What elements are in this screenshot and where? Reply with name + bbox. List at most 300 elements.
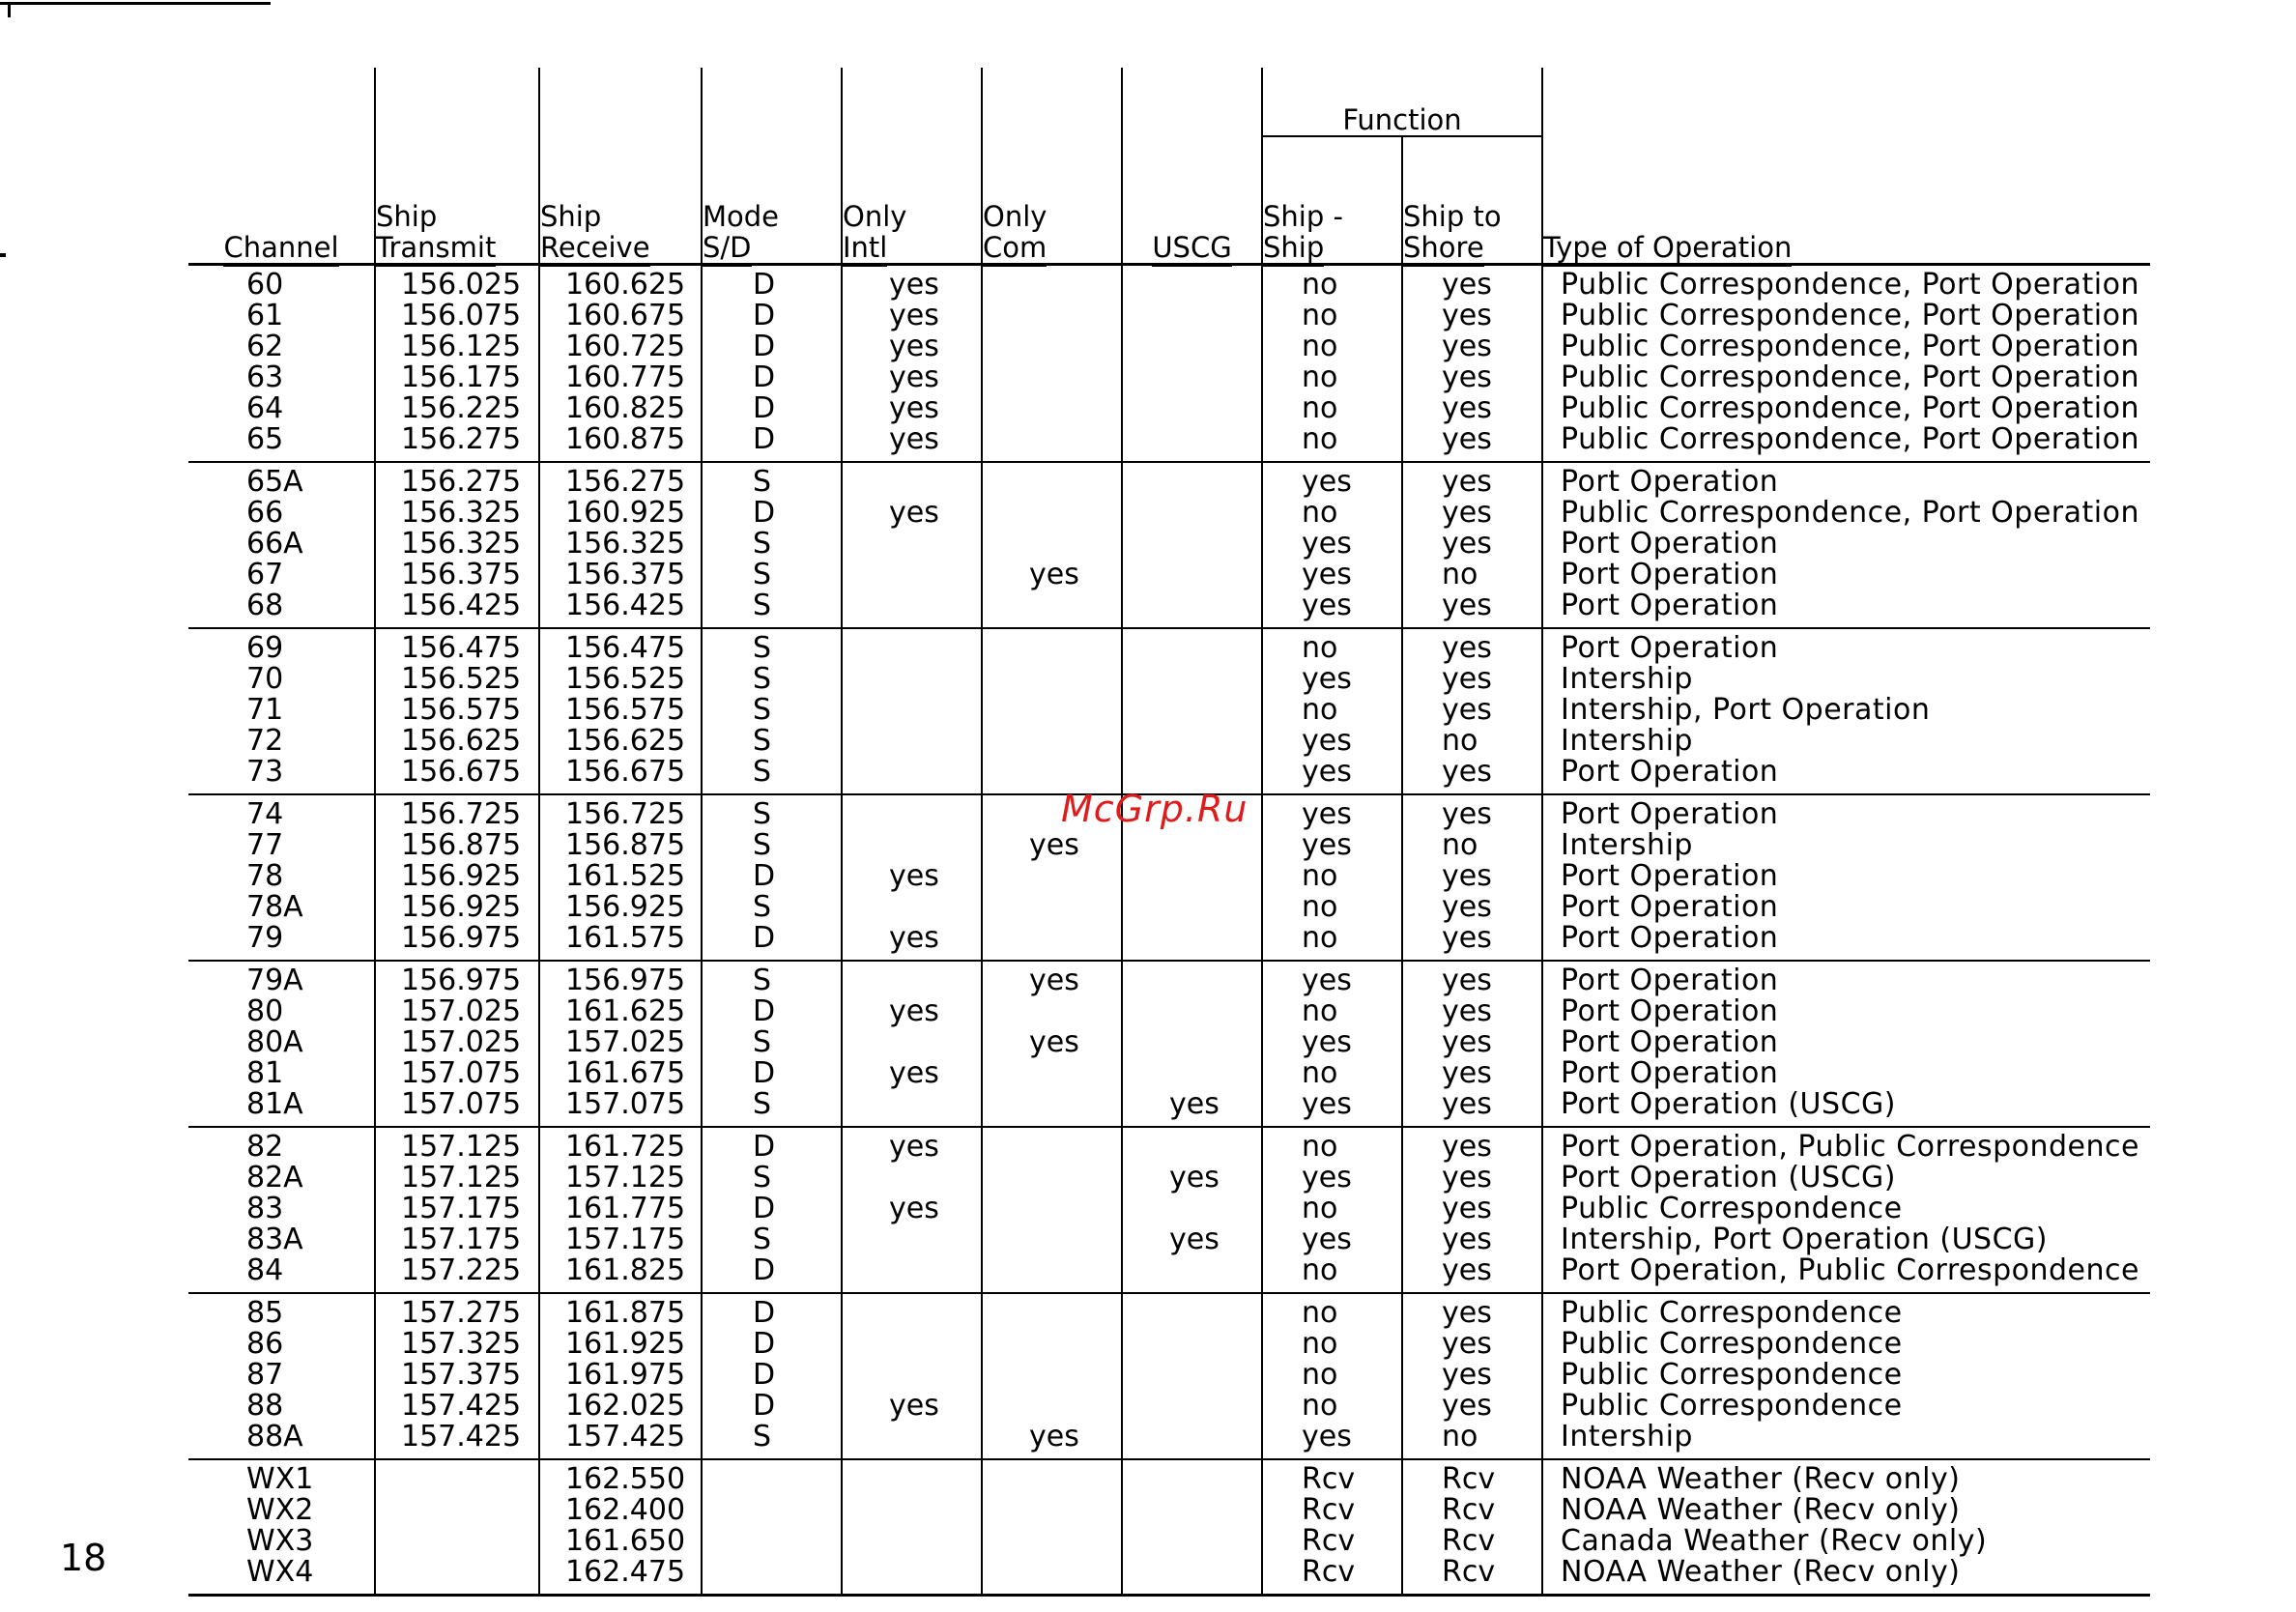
table-row-group <box>188 628 2150 794</box>
table-cell-line: no <box>1302 1192 1338 1225</box>
table-cell-line: yes <box>889 391 939 425</box>
table-cell-line: 79A <box>246 964 303 997</box>
ship-ship-cell <box>1262 628 1402 794</box>
table-row-group <box>188 1293 2150 1459</box>
channel-frequency-table <box>188 68 2150 1597</box>
table-cell-line <box>1123 1298 1261 1329</box>
table-cell-line <box>983 1163 1121 1194</box>
channel-cell <box>188 961 375 1127</box>
table-cell-line: yes <box>1442 1056 1492 1090</box>
table-cell-line: 156.575 <box>565 693 686 727</box>
table-cell-line <box>1123 1557 1261 1588</box>
table-cell-line <box>843 1027 981 1058</box>
type-of-operation-cell <box>1542 1127 2150 1293</box>
ship-shore-cell <box>1402 265 1542 463</box>
table-cell-line: yes <box>1302 589 1352 622</box>
table-cell-line: 157.175 <box>565 1223 686 1256</box>
table-cell-line: yes <box>1302 964 1352 997</box>
table-cell-line: yes <box>1442 268 1492 302</box>
channel-cell <box>188 1127 375 1293</box>
channel-cell <box>188 1459 375 1596</box>
table-row-group <box>188 462 2150 628</box>
table-body <box>188 265 2150 1596</box>
table-cell-line: 157.025 <box>565 1025 686 1059</box>
table-cell-line <box>983 529 1121 560</box>
table-cell-line: yes <box>889 1192 939 1225</box>
table-cell-line: 82 <box>246 1130 284 1164</box>
table-cell-line: S <box>753 1223 772 1256</box>
table-cell-line: 161.625 <box>565 994 686 1028</box>
table-cell-line: Public Correspondence, Port Operation <box>1561 299 2139 332</box>
table-cell-line: yes <box>889 994 939 1028</box>
table-cell-line: yes <box>1302 797 1352 831</box>
table-cell-line <box>1123 1495 1261 1526</box>
table-cell-line: Canada Weather (Recv only) <box>1561 1524 1988 1558</box>
table-cell-line: yes <box>1029 1420 1079 1454</box>
table-cell-line: 83A <box>246 1223 303 1256</box>
table-cell-line: yes <box>1442 890 1492 924</box>
table-cell-line: yes <box>1442 465 1492 499</box>
table-cell-line: Public Correspondence <box>1561 1327 1903 1361</box>
ship-transmit-cell <box>375 1127 539 1293</box>
table-cell-line <box>1123 270 1261 301</box>
table-cell-line: 61 <box>246 299 284 332</box>
table-cell-line: 161.825 <box>565 1253 686 1287</box>
table-cell-line: 156.125 <box>401 330 522 363</box>
table-cell-line: D <box>753 299 776 332</box>
table-cell-line: yes <box>1302 1025 1352 1059</box>
table-cell-line: 88A <box>246 1420 303 1454</box>
table-cell-line <box>983 757 1121 788</box>
mode-cell <box>702 628 842 794</box>
table-cell-line: Public Correspondence, Port Operation <box>1561 330 2139 363</box>
table-cell-line: yes <box>889 1056 939 1090</box>
table-cell-line <box>983 695 1121 726</box>
table-cell-line <box>376 1495 538 1526</box>
header-mode: Mode S/D <box>702 68 842 265</box>
table-cell-line: yes <box>1442 1025 1492 1059</box>
table-cell-line: Rcv <box>1442 1524 1496 1558</box>
table-cell-line: no <box>1302 1130 1338 1164</box>
table-cell-line: no <box>1302 391 1338 425</box>
table-cell-line: D <box>753 1056 776 1090</box>
ship-transmit-cell <box>375 462 539 628</box>
table-cell-line: 160.875 <box>565 422 686 456</box>
table-cell-line: D <box>753 1327 776 1361</box>
mode-cell <box>702 265 842 463</box>
table-cell-line: 82A <box>246 1161 303 1195</box>
table-cell-line <box>843 529 981 560</box>
table-cell-line <box>983 1391 1121 1422</box>
only-com-cell <box>982 1127 1122 1293</box>
table-cell-line: no <box>1302 330 1338 363</box>
table-cell-line: 156.075 <box>401 299 522 332</box>
table-cell-line: 156.225 <box>401 391 522 425</box>
table-cell-line: yes <box>1442 422 1492 456</box>
table-cell-line: D <box>753 1296 776 1330</box>
table-cell-line: Port Operation <box>1561 1056 1779 1090</box>
table-cell-line: Public Correspondence, Port Operation <box>1561 360 2139 394</box>
table-cell-line: no <box>1442 724 1478 758</box>
table-cell-line: Port Operation (USCG) <box>1561 1161 1896 1195</box>
table-cell-line: yes <box>889 360 939 394</box>
table-cell-line: 156.325 <box>401 527 522 561</box>
table-cell-line: D <box>753 1192 776 1225</box>
table-cell-line: NOAA Weather (Recv only) <box>1561 1462 1961 1496</box>
table-cell-line: S <box>753 589 772 622</box>
table-cell-line: 69 <box>246 631 284 665</box>
ship-ship-cell <box>1262 265 1402 463</box>
table-cell-line <box>1123 923 1261 954</box>
table-cell-line: yes <box>1029 558 1079 591</box>
table-cell-line: 157.175 <box>401 1223 522 1256</box>
table-cell-line <box>703 1495 841 1526</box>
table-cell-line: 156.325 <box>565 527 686 561</box>
table-cell-line: S <box>753 724 772 758</box>
table-cell-line <box>1123 1132 1261 1163</box>
table-cell-line: no <box>1302 890 1338 924</box>
table-cell-line: Port Operation, Public Correspondence <box>1561 1130 2139 1164</box>
table-cell-line: 156.175 <box>401 360 522 394</box>
table-cell-line: 156.975 <box>401 921 522 955</box>
table-cell-line: Public Correspondence, Port Operation <box>1561 496 2139 530</box>
table-cell-line: 68 <box>246 589 284 622</box>
table-cell-line <box>843 695 981 726</box>
table-cell-line: 70 <box>246 662 284 696</box>
table-cell-line: yes <box>1029 964 1079 997</box>
table-cell-line <box>376 1557 538 1588</box>
only-com-cell <box>982 1459 1122 1596</box>
ship-shore-cell <box>1402 462 1542 628</box>
header-only-intl: Only Intl <box>842 68 982 265</box>
table-cell-line: 156.325 <box>401 496 522 530</box>
ship-shore-cell <box>1402 961 1542 1127</box>
table-cell-line: yes <box>1169 1087 1220 1121</box>
corner-mark-horizontal <box>0 2 271 5</box>
table-cell-line: yes <box>1442 299 1492 332</box>
table-cell-line: WX2 <box>246 1493 314 1527</box>
table-cell-line <box>703 1557 841 1588</box>
table-cell-line: Port Operation <box>1561 797 1779 831</box>
table-cell-line: WX4 <box>246 1555 314 1589</box>
table-cell-line: 86 <box>246 1327 284 1361</box>
table-cell-line: D <box>753 330 776 363</box>
ship-transmit-cell <box>375 961 539 1127</box>
table-cell-line: yes <box>1029 1025 1079 1059</box>
ship-ship-cell <box>1262 1127 1402 1293</box>
table-cell-line: 156.925 <box>401 859 522 893</box>
table-cell-line: Intership <box>1561 662 1693 696</box>
table-cell-line: 65A <box>246 465 303 499</box>
table-cell-line: Port Operation <box>1561 994 1779 1028</box>
table-cell-line <box>1123 1329 1261 1360</box>
table-cell-line <box>1123 301 1261 331</box>
table-cell-line: 84 <box>246 1253 284 1287</box>
table-cell-line: 87 <box>246 1358 284 1392</box>
table-cell-line <box>983 498 1121 529</box>
table-cell-line: no <box>1302 1358 1338 1392</box>
table-cell-line: D <box>753 1130 776 1164</box>
table-cell-line <box>1123 1194 1261 1224</box>
table-cell-line <box>1123 467 1261 498</box>
table-cell-line: 157.275 <box>401 1296 522 1330</box>
table-cell-line: D <box>753 994 776 1028</box>
table-cell-line: yes <box>1302 1161 1352 1195</box>
table-cell-line: Intership, Port Operation <box>1561 693 1931 727</box>
table-cell-line: 73 <box>246 755 284 789</box>
table-cell-line: 156.675 <box>565 755 686 789</box>
table-cell-line: Intership <box>1561 1420 1693 1454</box>
table-cell-line: 157.125 <box>565 1161 686 1195</box>
table-cell-line: yes <box>1302 558 1352 591</box>
table-cell-line <box>1123 664 1261 695</box>
table-cell-line: 157.375 <box>401 1358 522 1392</box>
table-cell-line: WX1 <box>246 1462 314 1496</box>
table-cell-line: yes <box>1302 1420 1352 1454</box>
ship-receive-cell <box>539 794 702 961</box>
table-cell-line <box>983 996 1121 1027</box>
channel-cell <box>188 794 375 961</box>
table-cell-line <box>1123 560 1261 590</box>
table-cell-line: yes <box>1302 828 1352 862</box>
table-cell-line <box>1123 1360 1261 1391</box>
table-cell-line: 60 <box>246 268 284 302</box>
table-cell-line: yes <box>1442 330 1492 363</box>
ship-shore-cell <box>1402 1127 1542 1293</box>
table-cell-line: 161.875 <box>565 1296 686 1330</box>
table-cell-line: Rcv <box>1442 1493 1496 1527</box>
table-cell-line: 81 <box>246 1056 284 1090</box>
table-cell-line <box>983 1360 1121 1391</box>
table-cell-line: yes <box>1442 1358 1492 1392</box>
table-cell-line: 156.975 <box>565 964 686 997</box>
table-cell-line: 157.125 <box>401 1130 522 1164</box>
table-cell-line: 162.475 <box>565 1555 686 1589</box>
table-cell-line <box>1123 529 1261 560</box>
table-cell-line <box>983 892 1121 923</box>
table-cell-line: NOAA Weather (Recv only) <box>1561 1555 1961 1589</box>
uscg-cell <box>1122 462 1262 628</box>
table-cell-line: Rcv <box>1302 1462 1356 1496</box>
header-type-of-operation: Type of Operation <box>1542 68 2150 265</box>
table-cell-line <box>983 1194 1121 1224</box>
table-cell-line: no <box>1302 299 1338 332</box>
table-cell-line: yes <box>1442 1223 1492 1256</box>
table-cell-line: 161.525 <box>565 859 686 893</box>
uscg-cell <box>1122 961 1262 1127</box>
table-cell-line: yes <box>1442 1327 1492 1361</box>
table-cell-line: Public Correspondence, Port Operation <box>1561 391 2139 425</box>
table-cell-line <box>983 301 1121 331</box>
table-cell-line <box>843 1464 981 1495</box>
table-cell-line: 156.725 <box>401 797 522 831</box>
table-cell-line: 156.575 <box>401 693 522 727</box>
table-cell-line <box>983 1298 1121 1329</box>
table-cell-line: 156.725 <box>565 797 686 831</box>
table-cell-line: 161.925 <box>565 1327 686 1361</box>
table-cell-line: 157.325 <box>401 1327 522 1361</box>
table-cell-line <box>1123 996 1261 1027</box>
type-of-operation-cell <box>1542 794 2150 961</box>
table-cell-line: no <box>1442 828 1478 862</box>
ship-ship-cell <box>1262 462 1402 628</box>
table-cell-line <box>843 965 981 996</box>
table-cell-line: 156.475 <box>401 631 522 665</box>
table-cell-line <box>983 923 1121 954</box>
table-cell-line: 160.625 <box>565 268 686 302</box>
table-cell-line <box>843 892 981 923</box>
type-of-operation-cell <box>1542 462 2150 628</box>
table-cell-line: 160.925 <box>565 496 686 530</box>
table-cell-line: yes <box>1442 1192 1492 1225</box>
header-uscg: USCG <box>1122 68 1262 265</box>
table-cell-line: yes <box>1442 496 1492 530</box>
table-row-group <box>188 265 2150 463</box>
table-cell-line: S <box>753 755 772 789</box>
table-cell-line <box>983 270 1121 301</box>
table-cell-line: 74 <box>246 797 284 831</box>
table-cell-line: yes <box>1442 662 1492 696</box>
table-cell-line <box>983 331 1121 362</box>
table-cell-line: Port Operation <box>1561 1025 1779 1059</box>
table-cell-line: yes <box>1442 994 1492 1028</box>
margin-tick-mark <box>0 253 6 257</box>
table-cell-line <box>983 590 1121 621</box>
ship-ship-cell <box>1262 961 1402 1127</box>
table-cell-line: 157.075 <box>565 1087 686 1121</box>
ship-receive-cell <box>539 628 702 794</box>
ship-ship-cell <box>1262 1293 1402 1459</box>
table-cell-line: Public Correspondence <box>1561 1389 1903 1423</box>
ship-transmit-cell <box>375 628 539 794</box>
ship-receive-cell <box>539 1459 702 1596</box>
table-cell-line <box>376 1464 538 1495</box>
table-row-group <box>188 1127 2150 1293</box>
table-cell-line <box>983 424 1121 455</box>
table-row-group <box>188 1459 2150 1596</box>
table-cell-line <box>843 1526 981 1557</box>
table-cell-line <box>843 799 981 830</box>
ship-ship-cell <box>1262 794 1402 961</box>
table-cell-line <box>1123 1526 1261 1557</box>
table-cell-line: yes <box>1442 631 1492 665</box>
type-of-operation-cell <box>1542 1459 2150 1596</box>
table-cell-line: no <box>1302 496 1338 530</box>
uscg-cell <box>1122 1127 1262 1293</box>
only-intl-cell <box>842 794 982 961</box>
table-cell-line: S <box>753 558 772 591</box>
table-cell-line: yes <box>1442 1130 1492 1164</box>
table-cell-line: no <box>1302 859 1338 893</box>
only-com-cell <box>982 961 1122 1127</box>
table-cell-line: D <box>753 921 776 955</box>
table-cell-line: 66 <box>246 496 284 530</box>
table-cell-line: Rcv <box>1302 1524 1356 1558</box>
ship-receive-cell <box>539 462 702 628</box>
table-cell-line: Port Operation <box>1561 964 1779 997</box>
table-cell-line: Intership <box>1561 828 1693 862</box>
table-cell-line: D <box>753 268 776 302</box>
table-cell-line: D <box>753 422 776 456</box>
table-cell-line: 156.025 <box>401 268 522 302</box>
table-cell-line: 65 <box>246 422 284 456</box>
uscg-cell <box>1122 628 1262 794</box>
table-cell-line <box>983 393 1121 424</box>
table-cell-line <box>1123 757 1261 788</box>
table-cell-line <box>843 757 981 788</box>
table-cell-line: yes <box>889 268 939 302</box>
table-cell-line: 88 <box>246 1389 284 1423</box>
table-cell-line: 66A <box>246 527 303 561</box>
table-cell-line: 156.375 <box>565 558 686 591</box>
header-function: Function <box>1262 68 1542 136</box>
table-cell-line: 161.975 <box>565 1358 686 1392</box>
table-cell-line: yes <box>889 330 939 363</box>
table-cell-line: 62 <box>246 330 284 363</box>
ship-receive-cell <box>539 961 702 1127</box>
table-cell-line: no <box>1302 1389 1338 1423</box>
ship-ship-cell <box>1262 1459 1402 1596</box>
watermark-text: McGrp.Ru <box>1061 788 1248 830</box>
table-cell-line: Port Operation <box>1561 589 1779 622</box>
only-intl-cell <box>842 1293 982 1459</box>
only-intl-cell <box>842 1127 982 1293</box>
table-cell-line: S <box>753 828 772 862</box>
table-cell-line <box>1123 1255 1261 1286</box>
table-cell-line <box>843 830 981 861</box>
table-cell-line: yes <box>1442 964 1492 997</box>
table-cell-line: 156.925 <box>565 890 686 924</box>
table-cell-line: yes <box>889 496 939 530</box>
table-cell-line <box>843 664 981 695</box>
table-cell-line: 156.275 <box>565 465 686 499</box>
table-cell-line: yes <box>889 921 939 955</box>
table-cell-line <box>983 1557 1121 1588</box>
table-cell-line: yes <box>1442 1296 1492 1330</box>
table-cell-line: no <box>1302 994 1338 1028</box>
table-cell-line: Port Operation, Public Correspondence <box>1561 1253 2139 1287</box>
table-cell-line <box>1123 633 1261 664</box>
ship-transmit-cell <box>375 794 539 961</box>
table-cell-line: Port Operation <box>1561 465 1779 499</box>
table-cell-line: yes <box>889 422 939 456</box>
table-cell-line <box>983 633 1121 664</box>
table-cell-line <box>1123 1027 1261 1058</box>
only-com-cell <box>982 265 1122 463</box>
table-cell-line <box>843 467 981 498</box>
table-cell-line <box>983 1224 1121 1255</box>
table-cell-line: 85 <box>246 1296 284 1330</box>
table-cell-line: no <box>1302 693 1338 727</box>
table-cell-line <box>843 1360 981 1391</box>
header-ship-transmit: Ship Transmit <box>375 68 539 265</box>
table-cell-line <box>843 1557 981 1588</box>
table-cell-line: 156.875 <box>401 828 522 862</box>
table-cell-line <box>703 1526 841 1557</box>
table-cell-line: 156.525 <box>401 662 522 696</box>
table-cell-line: yes <box>1302 755 1352 789</box>
only-com-cell <box>982 628 1122 794</box>
ship-receive-cell <box>539 1127 702 1293</box>
table-cell-line <box>1123 861 1261 892</box>
table-cell-line <box>1123 830 1261 861</box>
table-cell-line <box>843 633 981 664</box>
header-ship-receive: Ship Receive <box>539 68 702 265</box>
table-cell-line <box>843 1224 981 1255</box>
table-cell-line <box>983 467 1121 498</box>
table-cell-line <box>983 1255 1121 1286</box>
table-cell-line: yes <box>1302 724 1352 758</box>
